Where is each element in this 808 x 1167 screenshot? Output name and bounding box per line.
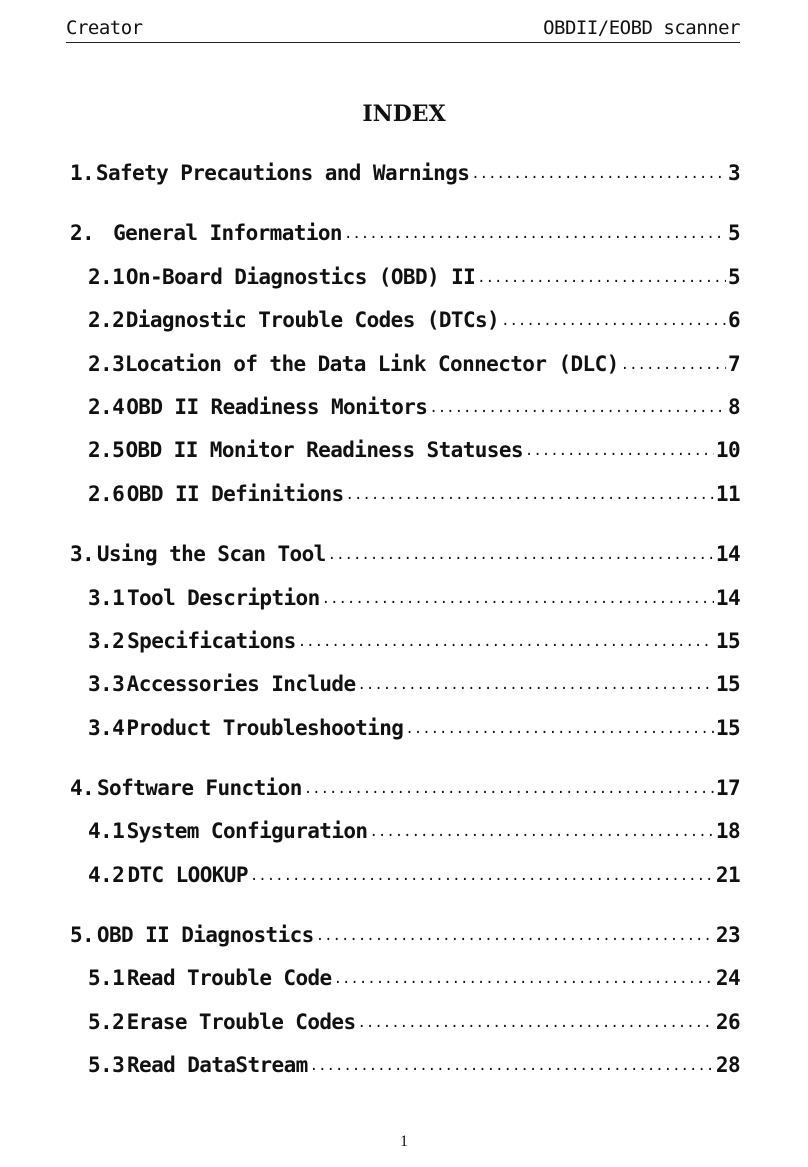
- toc-entry-5[interactable]: [70, 923, 740, 955]
- toc-entry-2[interactable]: [70, 221, 740, 253]
- toc-page: 7: [727, 352, 740, 376]
- toc-page: 14: [715, 542, 740, 566]
- toc-entry-4-2[interactable]: [88, 863, 740, 895]
- index-title: INDEX: [362, 101, 446, 127]
- toc-entry-5-3[interactable]: [88, 1053, 740, 1085]
- toc-label: OBD II Readiness Monitors: [126, 395, 428, 419]
- toc-label: Accessories Include: [126, 672, 356, 696]
- toc-number: 2.3: [88, 352, 125, 376]
- page-number: 1: [400, 1133, 408, 1150]
- toc-entry-2-4[interactable]: [88, 395, 740, 427]
- toc-leader: [429, 400, 726, 416]
- toc-number: 3.3: [88, 672, 125, 696]
- toc-label: Read Trouble Code: [126, 966, 332, 990]
- toc-number: 2.4: [88, 395, 125, 419]
- toc-leader: [334, 971, 714, 987]
- toc-label: DTC LOOKUP: [127, 863, 248, 887]
- toc-page: 11: [715, 482, 740, 506]
- toc-label: Diagnostic Trouble Codes (DTCs): [125, 308, 500, 332]
- toc-number: 3.2: [88, 629, 125, 653]
- toc-number: 4.1: [88, 819, 125, 843]
- toc-entry-4-1[interactable]: [88, 819, 740, 851]
- toc-label: On-Board Diagnostics (OBD) II: [125, 265, 476, 289]
- toc-number: 2.: [70, 221, 95, 245]
- toc-page: 15: [715, 629, 740, 653]
- toc-number: 2.6: [88, 482, 125, 506]
- header-right-text: OBDII/EOBD scanner: [543, 17, 740, 39]
- toc-entry-2-6[interactable]: [88, 482, 740, 514]
- toc-label: Using the Scan Tool: [96, 542, 326, 566]
- toc-leader: [316, 928, 714, 944]
- toc-page: 6: [727, 308, 740, 332]
- toc-entry-1[interactable]: [70, 161, 740, 193]
- page-header: [66, 14, 740, 43]
- toc-leader: [621, 357, 726, 373]
- toc-number: 3.: [70, 542, 95, 566]
- toc-number: 2.2: [88, 308, 125, 332]
- toc-page: 28: [715, 1053, 740, 1077]
- toc-page: 3: [727, 161, 740, 185]
- toc-leader: [358, 1015, 714, 1031]
- toc-leader: [369, 824, 713, 840]
- toc-label: Product Troubleshooting: [126, 716, 404, 740]
- toc-leader: [298, 634, 714, 650]
- toc-label: Specifications: [127, 629, 296, 653]
- toc-page: 17: [715, 776, 740, 800]
- toc-entry-5-1[interactable]: [88, 966, 740, 998]
- toc-leader: [250, 868, 714, 884]
- toc-number: 2.5: [88, 438, 125, 462]
- toc-leader: [471, 166, 726, 182]
- toc-page: 21: [715, 863, 740, 887]
- toc-leader: [346, 487, 714, 503]
- header-left-text: Creator: [66, 17, 143, 39]
- toc-entry-3-2[interactable]: [88, 629, 740, 661]
- toc-number: 2.1: [88, 265, 125, 289]
- toc-number: 3.1: [88, 586, 125, 610]
- toc-page: 5: [727, 221, 740, 245]
- toc-leader: [405, 721, 714, 737]
- toc-number: 5.2: [88, 1010, 125, 1034]
- toc-entry-4[interactable]: [70, 776, 740, 808]
- toc-label: OBD II Diagnostics: [96, 923, 314, 947]
- toc-number: 4.2: [88, 863, 125, 887]
- toc-number: 5.3: [88, 1053, 125, 1077]
- toc-label: General Information: [113, 221, 342, 245]
- toc-number: 1.: [70, 161, 95, 185]
- toc-entry-5-2[interactable]: [88, 1010, 740, 1042]
- toc-page: 23: [715, 923, 740, 947]
- toc-page: 5: [727, 265, 740, 289]
- toc-entry-3-1[interactable]: [88, 586, 740, 618]
- toc-number: 4.: [70, 776, 95, 800]
- toc-page: 14: [715, 586, 740, 610]
- toc-leader: [328, 547, 714, 563]
- toc-entry-2-5[interactable]: [88, 438, 740, 470]
- toc-leader: [501, 313, 726, 329]
- toc-entry-2-2[interactable]: [88, 308, 740, 340]
- toc-page: 24: [715, 966, 740, 990]
- toc-page: 15: [715, 716, 740, 740]
- toc-number: 5.: [70, 923, 95, 947]
- toc-label: OBD II Monitor Readiness Statuses: [125, 438, 523, 462]
- toc-label: Erase Trouble Codes: [126, 1010, 356, 1034]
- toc-entry-3-4[interactable]: [88, 716, 740, 748]
- toc-entry-2-1[interactable]: [88, 265, 740, 297]
- toc-page: 8: [727, 395, 740, 419]
- toc-page: 10: [715, 438, 740, 462]
- toc-entry-2-3[interactable]: [88, 352, 740, 384]
- toc-label: Software Function: [97, 776, 302, 800]
- toc-number: 5.1: [88, 966, 125, 990]
- toc-leader: [477, 270, 726, 286]
- toc-page: 18: [715, 819, 740, 843]
- toc-label: Location of the Data Link Connector (DLC): [124, 352, 619, 376]
- toc-entry-3[interactable]: [70, 542, 740, 574]
- toc-label: Safety Precautions and Warnings: [95, 161, 470, 185]
- toc-label: Tool Description: [126, 586, 320, 610]
- toc-label: Read DataStream: [127, 1053, 308, 1077]
- toc-label: System Configuration: [126, 819, 368, 843]
- toc-leader: [322, 591, 714, 607]
- toc-page: 15: [715, 672, 740, 696]
- toc-leader: [310, 1058, 714, 1074]
- toc-page: 26: [715, 1010, 740, 1034]
- toc-leader: [358, 677, 714, 693]
- toc-label: OBD II Definitions: [126, 482, 344, 506]
- toc-leader: [525, 443, 714, 459]
- toc-leader: [344, 226, 726, 242]
- toc-number: 3.4: [88, 716, 125, 740]
- toc-entry-3-3[interactable]: [88, 672, 740, 704]
- toc-leader: [304, 781, 714, 797]
